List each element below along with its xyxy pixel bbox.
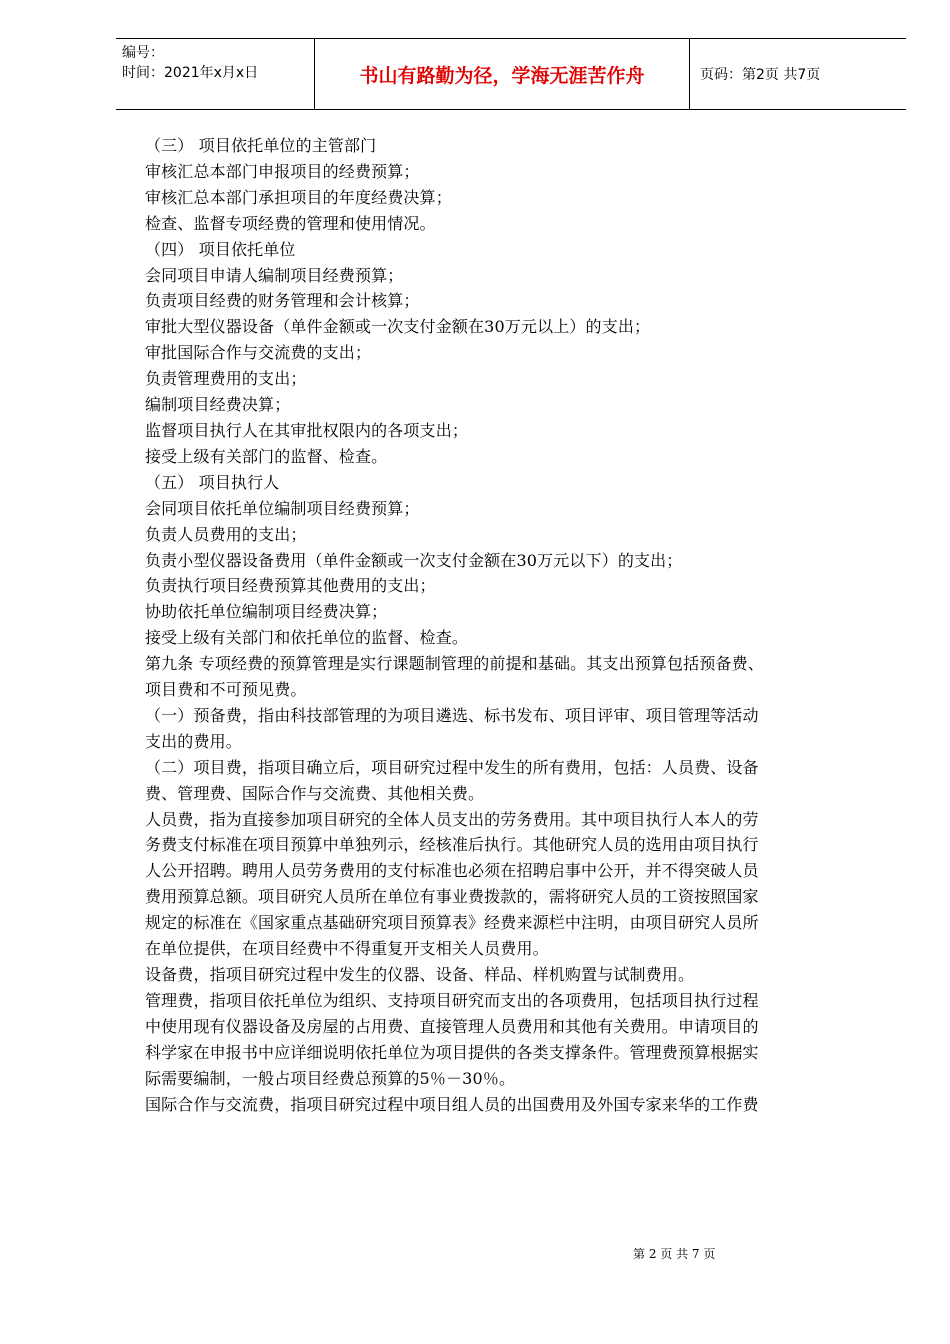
footer-page-number: 第 2 页 共 7 页: [633, 1247, 716, 1261]
body-line: 支出的费用。: [145, 731, 242, 751]
header-meta-cell: [116, 39, 315, 109]
body-line: 科学家在申报书中应详细说明依托单位为项目提供的各类支撑条件。管理费预算根据实: [145, 1042, 759, 1062]
body-line: 审核汇总本部门承担项目的年度经费决算；: [145, 187, 452, 207]
body-line: 接受上级有关部门的监督、检查。: [145, 446, 388, 466]
body-line: 务费支付标准在项目预算中单独列示，经核准后执行。其他研究人员的选用由项目执行: [145, 835, 759, 855]
body-line: 编制项目经费决算；: [145, 395, 291, 415]
body-line: 中使用现有仪器设备及房屋的占用费、直接管理人员费用和其他有关费用。申请项目的: [145, 1016, 759, 1036]
document-time-label: 时间：2021年x月x日: [122, 65, 259, 81]
body-line: （一）预备费，指由科技部管理的为项目遴选、标书发布、项目评审、项目管理等活动: [145, 705, 759, 725]
body-line: 项目费和不可预见费。: [145, 680, 307, 700]
header-motto: 书山有路勤为径，学海无涯苦作舟: [315, 39, 690, 109]
body-line: 负责项目经费的财务管理和会计核算；: [145, 291, 420, 311]
body-line: 审核汇总本部门申报项目的经费预算；: [145, 161, 420, 181]
body-line: （五） 项目执行人: [145, 472, 280, 492]
body-line: 检查、监督专项经费的管理和使用情况。: [145, 213, 436, 233]
body-line: 设备费，指项目研究过程中发生的仪器、设备、样品、样机购置与试制费用。: [145, 965, 695, 984]
body-line: 第九条 专项经费的预算管理是实行课题制管理的前提和基础。其支出预算包括预备费、: [145, 654, 764, 674]
body-line: 管理费，指项目依托单位为组织、支持项目研究而支出的各项费用，包括项目执行过程: [145, 990, 759, 1010]
document-number-label: 编号：: [122, 45, 164, 61]
body-line: 际需要编制，一般占项目经费总预算的5％－30％。: [145, 1068, 516, 1088]
body-line: 规定的标准在《国家重点基础研究项目预算表》经费来源栏中注明，由项目研究人员所: [145, 913, 759, 933]
body-line: 费、管理费、国际合作与交流费、其他相关费。: [145, 783, 485, 803]
body-line: （二）项目费，指项目确立后，项目研究过程中发生的所有费用，包括：人员费、设备: [145, 757, 759, 777]
body-line: 费用预算总额。项目研究人员所在单位有事业费拨款的，需将研究人员的工资按照国家: [145, 887, 759, 907]
body-line: 负责人员费用的支出；: [145, 524, 307, 544]
body-line: 审批大型仪器设备（单件金额或一次支付金额在30万元以上）的支出；: [145, 317, 651, 337]
body-line: 会同项目申请人编制项目经费预算；: [145, 265, 404, 285]
body-line: 人员费，指为直接参加项目研究的全体人员支出的劳务费用。其中项目执行人本人的劳: [145, 809, 759, 829]
body-line: 人公开招聘。聘用人员劳务费用的支付标准也必须在招聘启事中公开，并不得突破人员: [145, 861, 759, 881]
body-line: （三） 项目依托单位的主管部门: [145, 136, 377, 155]
body-line: 负责小型仪器设备费用（单件金额或一次支付金额在30万元以下）的支出；: [145, 550, 683, 570]
header-page-number: 页码：第2页 共7页: [700, 67, 821, 83]
body-line: 接受上级有关部门和依托单位的监督、检查。: [145, 628, 469, 648]
body-line: 审批国际合作与交流费的支出；: [145, 343, 372, 363]
body-line: 监督项目执行人在其审批权限内的各项支出；: [145, 420, 469, 440]
page-header: [116, 38, 906, 110]
body-line: （四） 项目依托单位: [145, 239, 296, 259]
body-line: 会同项目依托单位编制项目经费预算；: [145, 498, 420, 518]
body-line: 国际合作与交流费，指项目研究过程中项目组人员的出国费用及外国专家来华的工作费: [145, 1094, 759, 1114]
body-line: 负责管理费用的支出；: [145, 369, 307, 389]
body-line: 在单位提供，在项目经费中不得重复开支相关人员费用。: [145, 939, 549, 959]
body-line: 负责执行项目经费预算其他费用的支出；: [145, 576, 436, 596]
document-body: [145, 133, 875, 1117]
body-line: 协助依托单位编制项目经费决算；: [145, 602, 388, 622]
